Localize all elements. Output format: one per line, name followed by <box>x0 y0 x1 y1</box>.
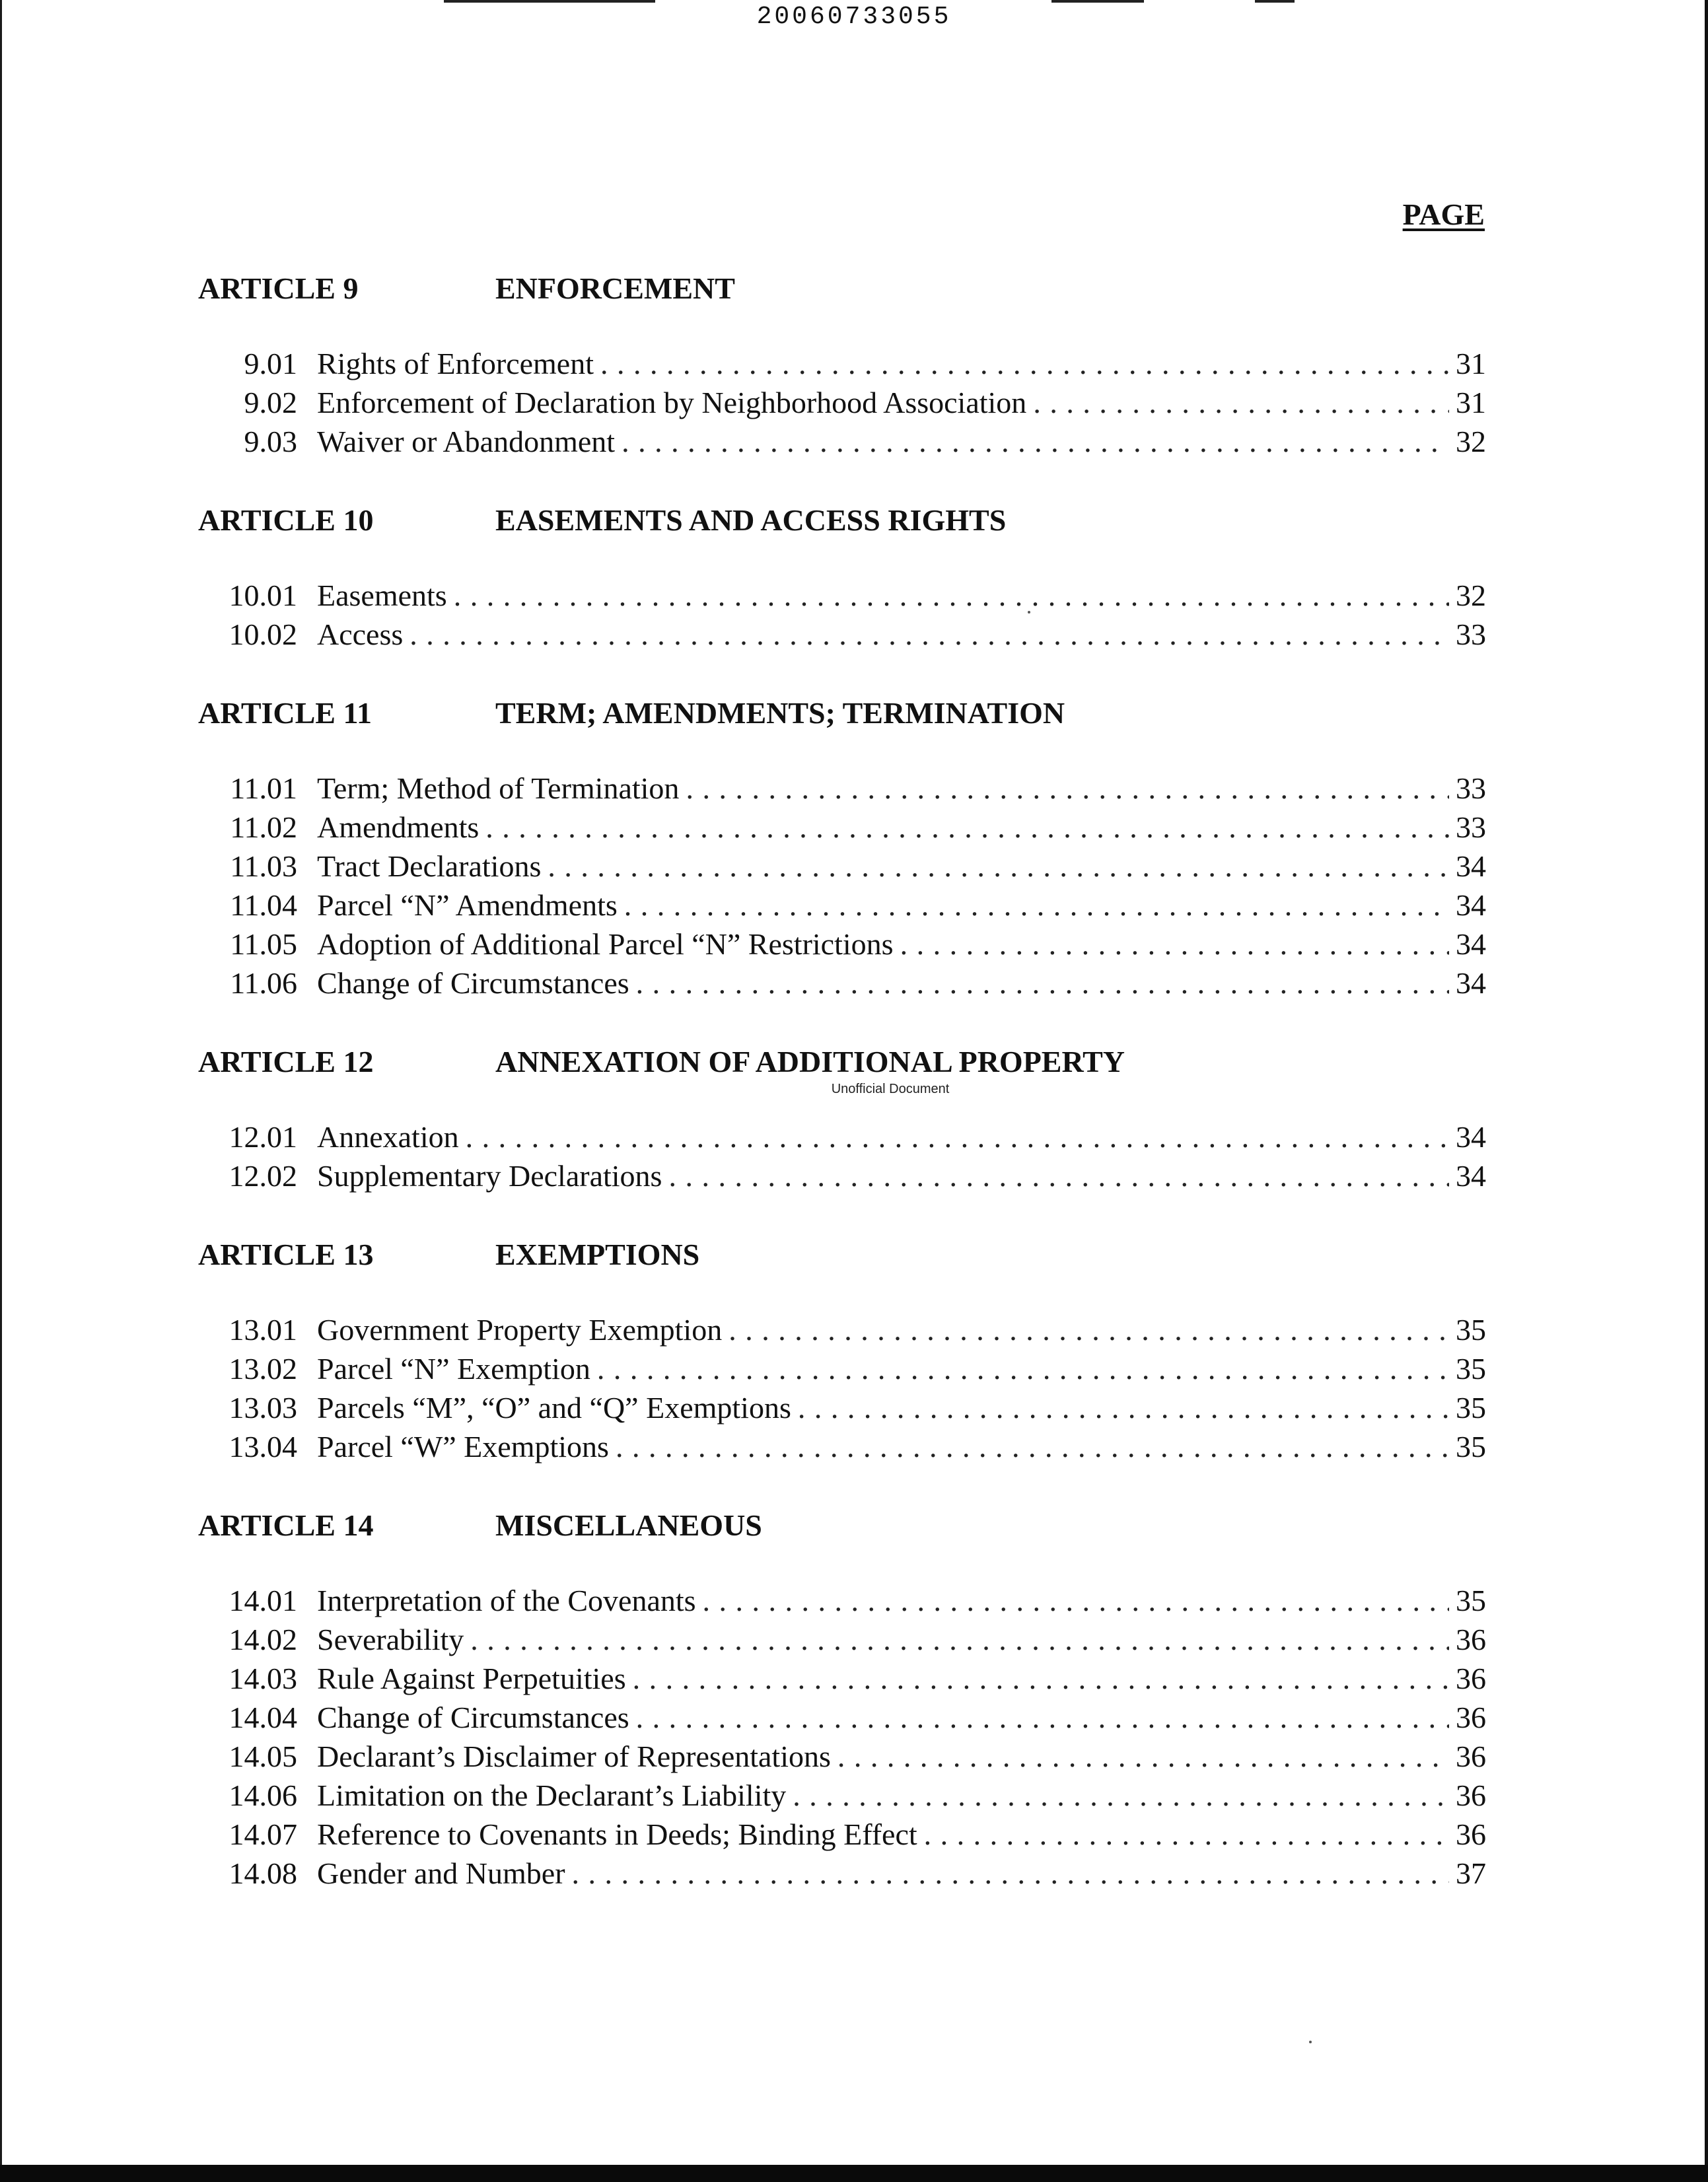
article-section <box>198 271 1486 463</box>
entry-body <box>317 1739 1486 1774</box>
article-heading <box>198 1508 1486 1545</box>
entry-page-number: 35 <box>1456 1391 1486 1425</box>
toc-entry <box>198 1778 1486 1817</box>
entry-body <box>317 1158 1486 1193</box>
dot-leader <box>485 810 1449 845</box>
entry-page-number: 33 <box>1456 810 1486 844</box>
entry-body <box>317 1429 1486 1464</box>
article-label: ARTICLE 9 <box>198 271 359 305</box>
scan-edge-bottom <box>0 2165 1708 2182</box>
entry-body <box>317 1351 1486 1386</box>
article-title: TERM; AMENDMENTS; TERMINATION <box>495 696 1065 730</box>
dot-leader <box>924 1817 1449 1852</box>
document-number: 20060733055 <box>756 3 952 31</box>
entry-body <box>317 1778 1486 1813</box>
dot-leader <box>633 1661 1449 1696</box>
entry-title: Reference to Covenants in Deeds; Binding Effect <box>317 1817 917 1851</box>
entry-title: Tract Declarations <box>317 849 542 883</box>
entry-number: 11.02 <box>230 810 297 844</box>
entry-body <box>317 1661 1486 1696</box>
entry-body <box>317 966 1486 1001</box>
entry-body <box>317 1700 1486 1735</box>
entry-title: Parcels “M”, “O” and “Q” Exemptions <box>317 1391 791 1425</box>
dot-leader <box>1033 385 1449 420</box>
toc-entry <box>198 1390 1486 1429</box>
entry-list <box>198 1583 1486 1895</box>
entry-page-number: 35 <box>1456 1313 1486 1347</box>
entry-title: Parcel “N” Amendments <box>317 888 618 922</box>
entry-number: 14.08 <box>229 1856 297 1890</box>
entry-number: 14.02 <box>229 1623 297 1656</box>
article-label: ARTICLE 11 <box>198 696 372 730</box>
toc-entry <box>198 771 1486 810</box>
entry-title: Parcel “W” Exemptions <box>317 1430 609 1463</box>
entry-list <box>198 1312 1486 1468</box>
article-label: ARTICLE 14 <box>198 1508 374 1542</box>
dot-leader <box>703 1583 1449 1618</box>
article-heading <box>198 1044 1486 1081</box>
entry-page-number: 33 <box>1456 771 1486 805</box>
dot-leader <box>636 1700 1449 1735</box>
dot-leader <box>616 1429 1449 1464</box>
dot-leader <box>668 1158 1449 1193</box>
article-title: EASEMENTS AND ACCESS RIGHTS <box>495 503 1007 537</box>
toc-entry <box>198 385 1486 424</box>
dot-leader <box>470 1622 1449 1657</box>
entry-body <box>317 1622 1486 1657</box>
entry-number: 13.02 <box>229 1352 297 1386</box>
entry-title: Parcel “N” Exemption <box>317 1352 590 1386</box>
entry-list <box>198 578 1486 656</box>
entry-title: Waiver or Abandonment <box>317 425 616 458</box>
article-section <box>198 1508 1486 1895</box>
entry-page-number: 36 <box>1456 1701 1486 1734</box>
toc-entry <box>198 927 1486 966</box>
dot-leader <box>900 927 1449 962</box>
entry-title: Annexation <box>317 1120 459 1154</box>
entry-body <box>317 1312 1486 1347</box>
entry-number: 10.01 <box>229 579 297 612</box>
entry-page-number: 34 <box>1456 1159 1486 1193</box>
dot-leader <box>636 966 1449 1001</box>
entry-title: Gender and Number <box>317 1856 565 1890</box>
entry-number: 9.01 <box>244 347 297 380</box>
entry-number: 10.02 <box>229 617 297 651</box>
entry-body <box>317 1119 1486 1154</box>
entry-title: Access <box>317 617 404 651</box>
toc-entry <box>198 1739 1486 1778</box>
entry-body <box>317 927 1486 962</box>
entry-body <box>317 346 1486 381</box>
dot-leader <box>798 1390 1449 1425</box>
article-title: EXEMPTIONS <box>495 1238 700 1271</box>
page-column-header: PAGE <box>1402 197 1485 231</box>
entry-number: 11.03 <box>230 849 297 883</box>
entry-page-number: 31 <box>1456 386 1486 419</box>
entry-number: 11.06 <box>230 966 297 1000</box>
entry-title: Enforcement of Declaration by Neighborhood Association <box>317 386 1027 419</box>
entry-number: 12.01 <box>229 1120 297 1154</box>
entry-body <box>317 849 1486 884</box>
entry-title: Easements <box>317 579 447 612</box>
dot-leader <box>597 1351 1449 1386</box>
dot-leader <box>624 888 1449 923</box>
entry-page-number: 34 <box>1456 966 1486 1000</box>
entry-page-number: 32 <box>1456 425 1486 458</box>
toc-entry <box>198 1429 1486 1468</box>
entry-page-number: 35 <box>1456 1430 1486 1463</box>
toc-entry <box>198 1661 1486 1700</box>
entry-title: Limitation on the Declarant’s Liability <box>317 1778 787 1812</box>
entry-title: Adoption of Additional Parcel “N” Restrictions <box>317 927 894 961</box>
toc-entry <box>198 1312 1486 1351</box>
article-heading <box>198 695 1486 732</box>
article-title: ANNEXATION OF ADDITIONAL PROPERTY <box>495 1045 1125 1078</box>
toc-entry <box>198 1583 1486 1622</box>
entry-body <box>317 617 1486 652</box>
entry-title: Change of Circumstances <box>317 966 629 1000</box>
toc-entry <box>198 1817 1486 1856</box>
entry-title: Supplementary Declarations <box>317 1159 662 1193</box>
toc-entry <box>198 1856 1486 1895</box>
entry-body <box>317 578 1486 613</box>
article-heading <box>198 1237 1486 1274</box>
entry-body <box>317 888 1486 923</box>
dot-leader <box>793 1778 1449 1813</box>
entry-title: Interpretation of the Covenants <box>317 1584 696 1617</box>
toc-entry <box>198 888 1486 927</box>
entry-title: Rights of Enforcement <box>317 347 594 380</box>
entry-number: 11.05 <box>230 927 297 961</box>
entry-title: Change of Circumstances <box>317 1701 629 1734</box>
toc-entry <box>198 1622 1486 1661</box>
toc-entry <box>198 424 1486 463</box>
entry-title: Amendments <box>317 810 480 844</box>
entry-title: Term; Method of Termination <box>317 771 680 805</box>
entry-page-number: 36 <box>1456 1662 1486 1695</box>
entry-page-number: 36 <box>1456 1778 1486 1812</box>
article-heading <box>198 503 1486 540</box>
dot-leader <box>686 771 1449 806</box>
article-label: ARTICLE 13 <box>198 1238 374 1271</box>
entry-number: 11.01 <box>230 771 297 805</box>
article-label: ARTICLE 12 <box>198 1045 374 1078</box>
entry-body <box>317 810 1486 845</box>
entry-number: 14.05 <box>229 1740 297 1773</box>
entry-page-number: 31 <box>1456 347 1486 380</box>
entry-page-number: 35 <box>1456 1352 1486 1386</box>
entry-title: Severability <box>317 1623 464 1656</box>
dot-leader <box>454 578 1449 613</box>
toc-entry <box>198 346 1486 385</box>
dot-leader <box>837 1739 1449 1774</box>
dot-leader <box>622 424 1449 459</box>
table-of-contents <box>198 271 1486 1934</box>
entry-page-number: 34 <box>1456 849 1486 883</box>
entry-list <box>198 771 1486 1004</box>
entry-page-number: 36 <box>1456 1817 1486 1851</box>
article-label: ARTICLE 10 <box>198 503 374 537</box>
entry-page-number: 37 <box>1456 1856 1486 1890</box>
entry-page-number: 34 <box>1456 1120 1486 1154</box>
article-title: ENFORCEMENT <box>495 271 735 305</box>
entry-number: 13.04 <box>229 1430 297 1463</box>
dot-leader <box>409 617 1449 652</box>
dot-leader <box>600 346 1449 381</box>
entry-title: Government Property Exemption <box>317 1313 723 1347</box>
entry-page-number: 36 <box>1456 1740 1486 1773</box>
article-title: MISCELLANEOUS <box>495 1508 762 1542</box>
entry-title: Rule Against Perpetuities <box>317 1662 626 1695</box>
entry-number: 14.01 <box>229 1584 297 1617</box>
toc-entry <box>198 1700 1486 1739</box>
toc-entry <box>198 1351 1486 1390</box>
article-section <box>198 1044 1486 1197</box>
entry-number: 13.01 <box>229 1313 297 1347</box>
toc-entry <box>198 810 1486 849</box>
entry-page-number: 34 <box>1456 927 1486 961</box>
dot-leader <box>466 1119 1449 1154</box>
scan-speck <box>1028 611 1030 614</box>
entry-number: 13.03 <box>229 1391 297 1425</box>
entry-body <box>317 1583 1486 1618</box>
article-heading <box>198 271 1486 308</box>
entry-number: 14.07 <box>229 1817 297 1851</box>
article-section <box>198 1237 1486 1468</box>
entry-page-number: 36 <box>1456 1623 1486 1656</box>
unofficial-watermark: Unofficial Document <box>831 1082 950 1096</box>
toc-entry <box>198 617 1486 656</box>
entry-body <box>317 1817 1486 1852</box>
scan-speck <box>1309 2041 1312 2043</box>
entry-page-number: 35 <box>1456 1584 1486 1617</box>
toc-entry <box>198 1119 1486 1158</box>
dot-leader <box>548 849 1449 884</box>
entry-number: 9.02 <box>244 386 297 419</box>
entry-body <box>317 1390 1486 1425</box>
article-section <box>198 695 1486 1004</box>
entry-body <box>317 385 1486 420</box>
dot-leader <box>729 1312 1449 1347</box>
entry-number: 14.03 <box>229 1662 297 1695</box>
entry-body <box>317 771 1486 806</box>
entry-number: 14.04 <box>229 1701 297 1734</box>
toc-entry <box>198 966 1486 1004</box>
entry-list <box>198 346 1486 463</box>
entry-page-number: 32 <box>1456 579 1486 612</box>
entry-page-number: 34 <box>1456 888 1486 922</box>
entry-number: 12.02 <box>229 1159 297 1193</box>
entry-body <box>317 424 1486 459</box>
entry-title: Declarant’s Disclaimer of Representations <box>317 1740 831 1773</box>
entry-page-number: 33 <box>1456 617 1486 651</box>
entry-number: 9.03 <box>244 425 297 458</box>
entry-number: 11.04 <box>230 888 297 922</box>
entry-body <box>317 1856 1486 1891</box>
entry-list <box>198 1119 1486 1197</box>
toc-entry <box>198 1158 1486 1197</box>
article-section <box>198 503 1486 656</box>
toc-entry <box>198 578 1486 617</box>
dot-leader <box>572 1856 1449 1891</box>
entry-number: 14.06 <box>229 1778 297 1812</box>
toc-entry <box>198 849 1486 888</box>
